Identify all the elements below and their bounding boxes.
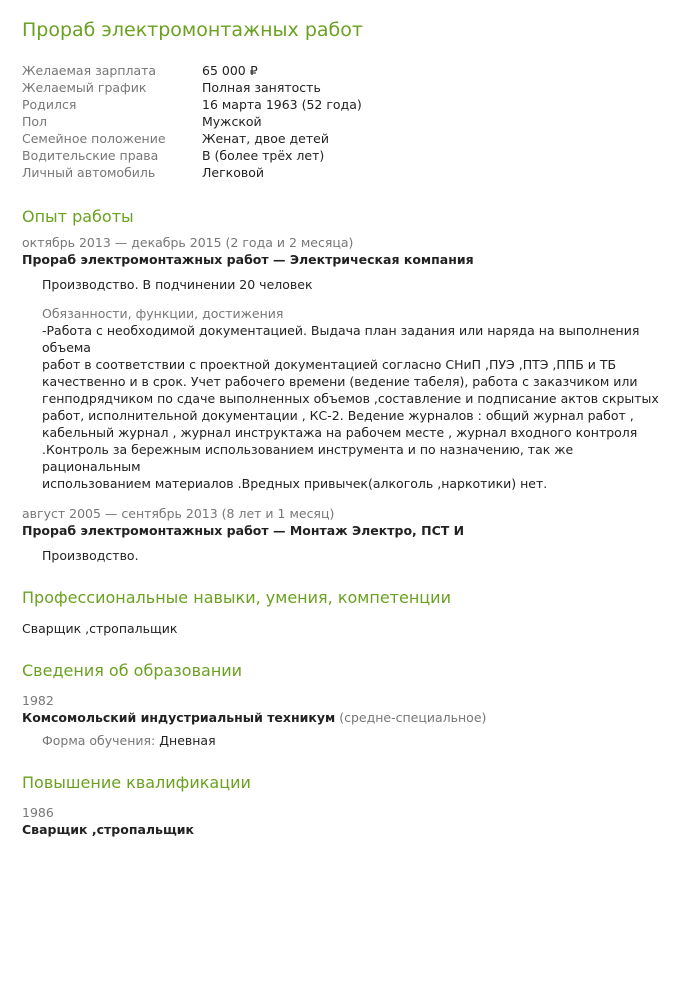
info-value: Мужской <box>202 114 262 129</box>
job-period: октябрь 2013 — декабрь 2015 (2 года и 2 месяца) <box>22 235 354 250</box>
duties-line: -Работа с необходимой документацией. Выдача план задания или наряда на выполнения объема <box>42 323 640 355</box>
qualification-year: 1986 <box>22 805 54 820</box>
duties-line: работ, исполнительной документации , КС-2. Ведение журналов : общий журнал работ , <box>42 408 634 423</box>
education-institution-line <box>22 709 678 726</box>
info-row <box>22 79 362 96</box>
education-heading: Сведения об образовании <box>22 661 243 680</box>
duties-line: работ в соответствии с проектной документацией согласно СНиП ,ПУЭ ,ПТЭ ,ППБ и ТБ <box>42 357 617 372</box>
info-row <box>22 164 362 181</box>
experience-section <box>22 207 678 564</box>
job-entry <box>22 506 678 564</box>
education-form-value: Дневная <box>159 733 216 748</box>
duties-line: качественно и в срок. Учет рабочего времени (ведение табеля), работа с заказчиком или <box>42 374 638 389</box>
qualification-name: Сварщик ,стропальщик <box>22 822 195 837</box>
info-label: Личный автомобиль <box>22 165 156 180</box>
experience-heading: Опыт работы <box>22 207 134 226</box>
info-label: Желаемая зарплата <box>22 63 157 78</box>
personal-info-table <box>22 62 362 181</box>
skills-heading: Профессиональные навыки, умения, компетенции <box>22 588 451 607</box>
info-value: 65 000 ₽ <box>202 63 258 78</box>
job-title: Прораб электромонтажных работ — Электрическая компания <box>22 252 474 267</box>
info-label: Пол <box>22 114 48 129</box>
education-form-label: Форма обучения: <box>42 733 156 748</box>
education-year: 1982 <box>22 693 54 708</box>
job-description: Производство. <box>42 548 139 563</box>
skills-section <box>22 588 678 637</box>
info-row <box>22 96 362 113</box>
skills-text: Сварщик ,стропальщик <box>22 621 178 636</box>
job-description: Производство. В подчинении 20 человек <box>42 277 313 292</box>
info-value: B (более трёх лет) <box>202 148 325 163</box>
duties-line: использованием материалов .Вредных привычек(алкоголь ,наркотики) нет. <box>42 476 548 491</box>
job-title: Прораб электромонтажных работ — Монтаж Электро, ПСТ И <box>22 523 465 538</box>
info-label: Водительские права <box>22 148 159 163</box>
info-label: Желаемый график <box>22 80 147 95</box>
info-value: Женат, двое детей <box>202 131 329 146</box>
job-entry <box>22 235 678 492</box>
duties-line: .Контроль за бережным использованием инструмента и по назначению, так же рациональным <box>42 442 574 474</box>
info-value: Легковой <box>202 165 264 180</box>
info-row <box>22 113 362 130</box>
education-section <box>22 661 678 749</box>
info-row <box>22 130 362 147</box>
qualification-heading: Повышение квалификации <box>22 773 251 792</box>
job-period: август 2005 — сентябрь 2013 (8 лет и 1 месяц) <box>22 506 335 521</box>
info-row <box>22 147 362 164</box>
resume-title: Прораб электромонтажных работ <box>22 19 363 41</box>
education-form <box>22 732 678 749</box>
duties-line: генподрядчиком по сдаче выполненных объемов ,составление и подписание актов скрытых <box>42 391 659 406</box>
info-value: 16 марта 1963 (52 года) <box>202 97 362 112</box>
duties-line: кабельный журнал , журнал инструктажа на рабочем месте , журнал входного контроля <box>42 425 638 440</box>
education-institution: Комсомольский индустриальный техникум <box>22 710 336 725</box>
info-label: Семейное положение <box>22 131 166 146</box>
info-label: Родился <box>22 97 77 112</box>
duties-label: Обязанности, функции, достижения <box>42 306 284 321</box>
qualification-section <box>22 773 678 838</box>
duties-text <box>42 322 678 492</box>
info-row <box>22 62 362 79</box>
info-value: Полная занятость <box>202 80 321 95</box>
education-level: (средне-специальное) <box>339 710 487 725</box>
